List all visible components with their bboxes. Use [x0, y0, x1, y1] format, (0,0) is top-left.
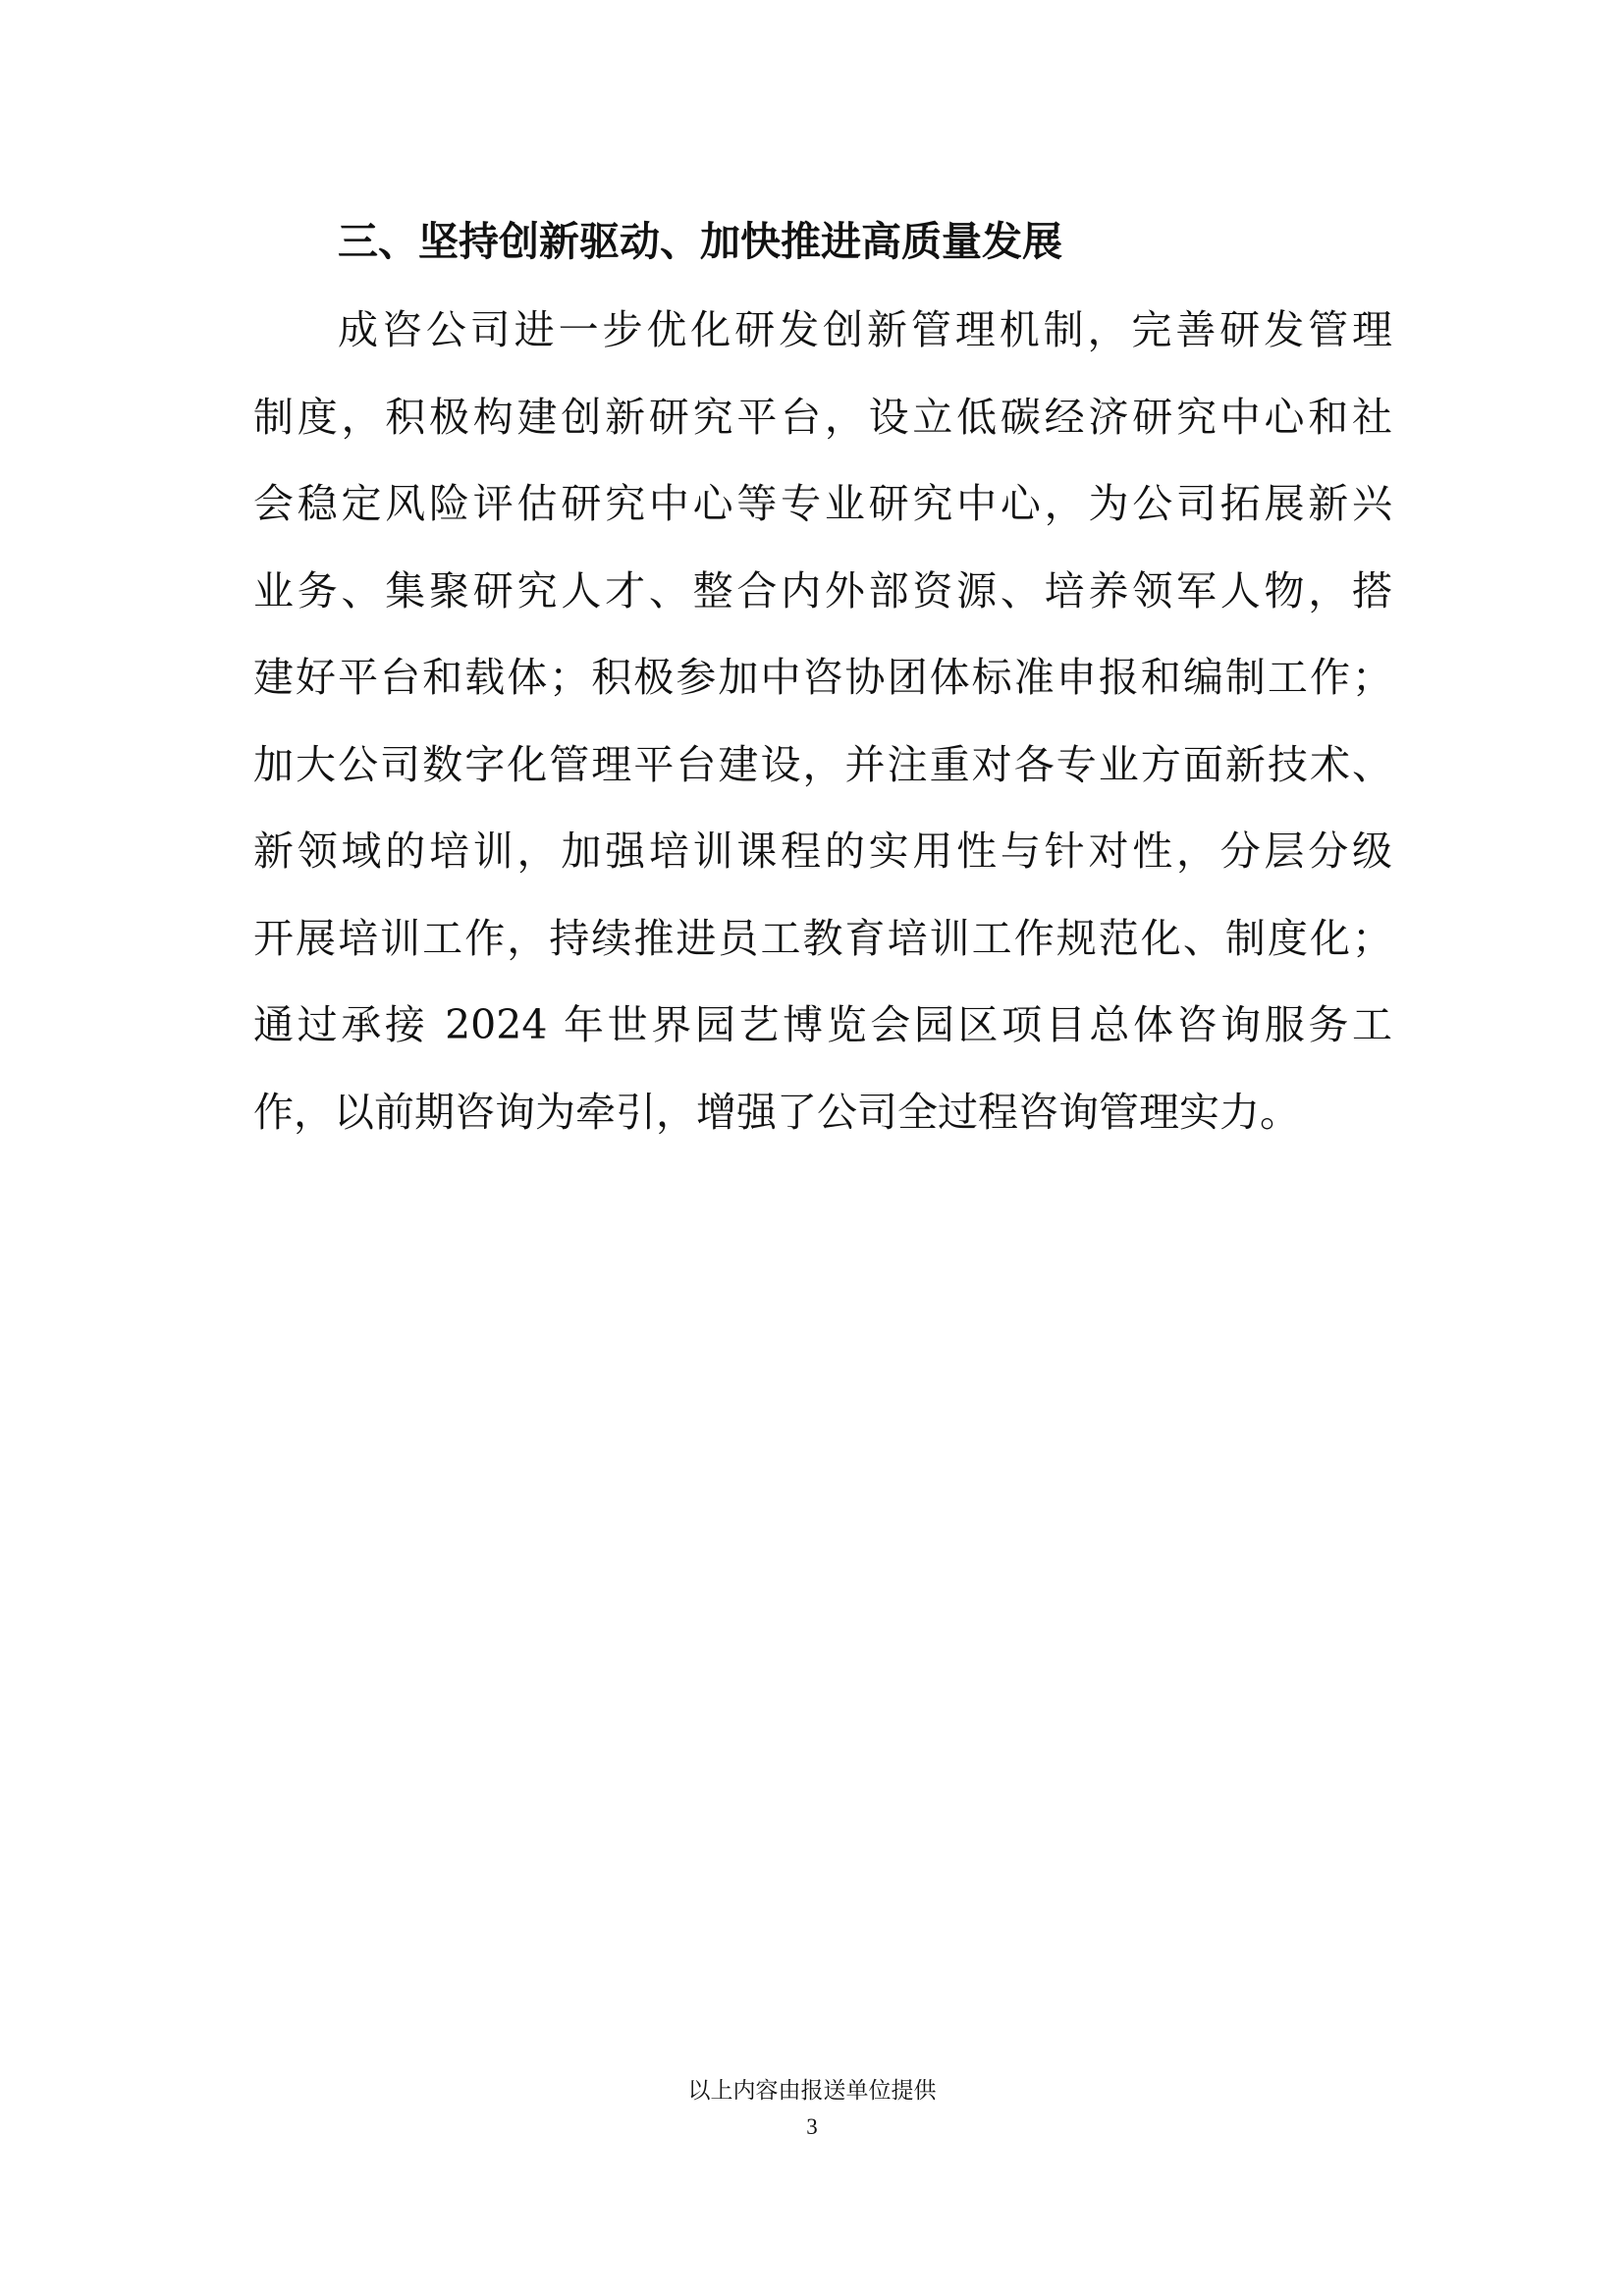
paragraph-line: 会稳定风险评估研究中心等专业研究中心，为公司拓展新兴 [253, 480, 1392, 527]
paragraph-line: 新领域的培训，加强培训课程的实用性与针对性，分层分级 [253, 828, 1392, 875]
footer-source-note: 以上内容由报送单位提供 [687, 2078, 937, 2104]
paragraph-line: 成咨公司进一步优化研发创新管理机制，完善研发管理 [338, 306, 1392, 353]
section-heading: 三、坚持创新驱动、加快推进高质量发展 [338, 218, 1062, 265]
paragraph-line: 通过承接 2024 年世界园艺博览会园区项目总体咨询服务工 [253, 1001, 1392, 1048]
paragraph-line: 建好平台和载体；积极参加中咨协团体标准申报和编制工作； [253, 654, 1392, 701]
body-paragraph [253, 287, 1392, 1155]
paragraph-line: 作，以前期咨询为牵引，增强了公司全过程咨询管理实力。 [253, 1088, 1300, 1136]
paragraph-line: 制度，积极构建创新研究平台，设立低碳经济研究中心和社 [253, 393, 1392, 441]
page-number: 3 [806, 2114, 818, 2139]
paragraph-line: 加大公司数字化管理平台建设，并注重对各专业方面新技术、 [253, 740, 1392, 788]
paragraph-line: 开展培训工作，持续推进员工教育培训工作规范化、制度化； [253, 914, 1392, 962]
paragraph-line: 业务、集聚研究人才、整合内外部资源、培养领军人物，搭 [253, 566, 1392, 614]
